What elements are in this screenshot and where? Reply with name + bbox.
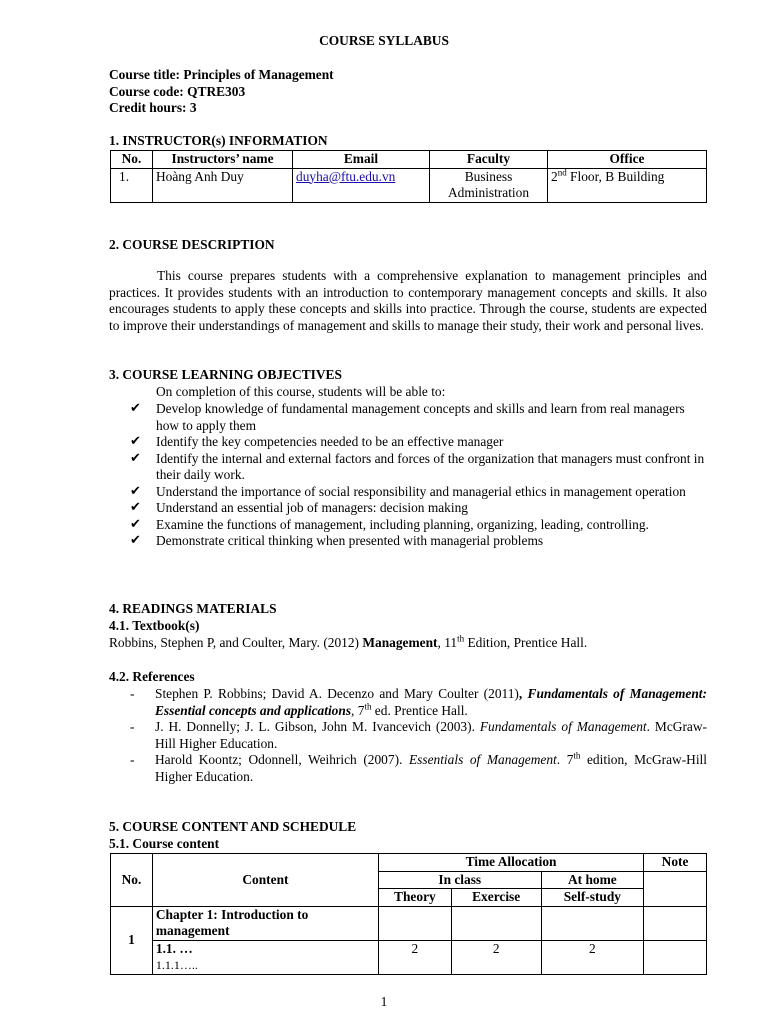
instructor-table-row xyxy=(111,168,707,202)
check-icon: ✔ xyxy=(130,434,141,449)
instructor-table xyxy=(110,150,707,203)
course-code-line: Course code: QTRE303 xyxy=(109,83,246,99)
check-icon: ✔ xyxy=(130,450,141,466)
instructor-no: 1. xyxy=(111,168,153,202)
chapter-no: 1 xyxy=(111,906,153,974)
section-4-heading: 4. READINGS MATERIALS xyxy=(109,601,277,616)
reference-item: - Stephen P. Robbins; David A. Decenzo and Mary Coulter (2011), Fundamentals of Management: Essential concepts and applications, 7th ed. Prentice Hall. xyxy=(130,686,707,718)
reference-item: - J. H. Donnelly; J. L. Gibson, John M. Ivancevich (2003). Fundamentals of Management. McGraw-Hill Higher Education. xyxy=(130,719,707,751)
objective-item: ✔ Understand an essential job of managers: decision making xyxy=(130,500,468,515)
section-3-heading: 3. COURSE LEARNING OBJECTIVES xyxy=(109,367,342,382)
course-content-heading: 5.1. Course content xyxy=(109,836,220,851)
objectives-list xyxy=(130,401,710,550)
check-icon: ✔ xyxy=(130,483,141,499)
objective-item: ✔ Understand the importance of social responsibility and managerial ethics in management operation xyxy=(130,483,686,499)
references-list xyxy=(130,686,707,785)
chapter-title: Chapter 1: Introduction to management xyxy=(152,906,378,940)
instructor-table-header: No. Instructors’ name Email Faculty Office xyxy=(111,151,707,169)
instructor-name: Hoàng Anh Duy xyxy=(153,168,293,202)
course-content-table: No. Content Time Allocation Note In class At home Theory Exercise Self-study 1 Chapter 1: Introduction to management 1.1. … 1.1.1….. 2 2 2 xyxy=(110,853,707,975)
section-1-heading: 1. INSTRUCTOR(s) INFORMATION xyxy=(109,133,328,148)
content-table-row xyxy=(111,940,707,974)
check-icon: ✔ xyxy=(130,401,141,416)
page-number: 1 xyxy=(380,994,388,1009)
subsection-title: 1.1.1….. xyxy=(155,958,198,972)
reference-item: - Harold Koontz; Odonnell, Weihrich (2007). Essentials of Management. 7th edition, McGraw-Hill Higher Education. xyxy=(130,750,707,784)
selfstudy-hours: 2 xyxy=(541,940,644,974)
check-icon: ✔ xyxy=(130,533,141,548)
instructor-faculty: Business Administration xyxy=(430,168,548,202)
section-title: 1.1. … xyxy=(155,940,193,956)
textbooks-heading: 4.1. Textbook(s) xyxy=(109,618,200,633)
objective-item: ✔ Demonstrate critical thinking when presented with managerial problems xyxy=(130,533,544,548)
section-2-heading: 2. COURSE DESCRIPTION xyxy=(109,237,275,252)
objective-item: ✔ Develop knowledge of fundamental management concepts and skills and learn from real managers how to apply them xyxy=(130,401,685,433)
objective-item: ✔ Identify the key competencies needed to be an effective manager xyxy=(130,434,504,449)
course-code-value: QTRE303 xyxy=(187,83,246,99)
document-title: COURSE SYLLABUS xyxy=(319,33,449,48)
course-title-line: Course title: Principles of Management xyxy=(109,67,334,82)
course-description-text: This course prepares students with a comprehensive explanation to management principles and practices. It provides students with an introduction to contemporary management concepts and skills. It also encourages students to apply these concepts and skills into practice. Through the course, students are expected to improve their understandings of management and skills to manage their study, their work and personal lives. xyxy=(109,268,707,333)
course-title-value: Principles of Management xyxy=(183,67,334,82)
objective-item: ✔ Identify the internal and external factors and forces of the organization that managers must confront in their daily work. xyxy=(130,450,705,482)
credit-hours-value: 3 xyxy=(189,100,197,115)
check-icon: ✔ xyxy=(130,500,141,515)
references-heading: 4.2. References xyxy=(109,669,195,684)
objectives-intro: On completion of this course, students will be able to: xyxy=(156,384,446,399)
instructor-email-link[interactable]: duyha@ftu.edu.vn xyxy=(296,168,396,184)
section-5-heading: 5. COURSE CONTENT AND SCHEDULE xyxy=(109,819,357,834)
objective-item: ✔ Examine the functions of management, including planning, organizing, leading, controlling. xyxy=(130,516,649,532)
exercise-hours: 2 xyxy=(451,940,541,974)
textbook-entry: Robbins, Stephen P, and Coulter, Mary. (2012) Management, 11th Edition, Prentice Hall. xyxy=(109,633,588,650)
instructor-office: 2nd Floor, B Building xyxy=(548,168,707,202)
content-table-row xyxy=(111,906,707,940)
course-info xyxy=(109,67,707,117)
theory-hours: 2 xyxy=(378,940,451,974)
check-icon: ✔ xyxy=(130,516,141,532)
credit-hours-line: Credit hours: 3 xyxy=(109,100,197,115)
